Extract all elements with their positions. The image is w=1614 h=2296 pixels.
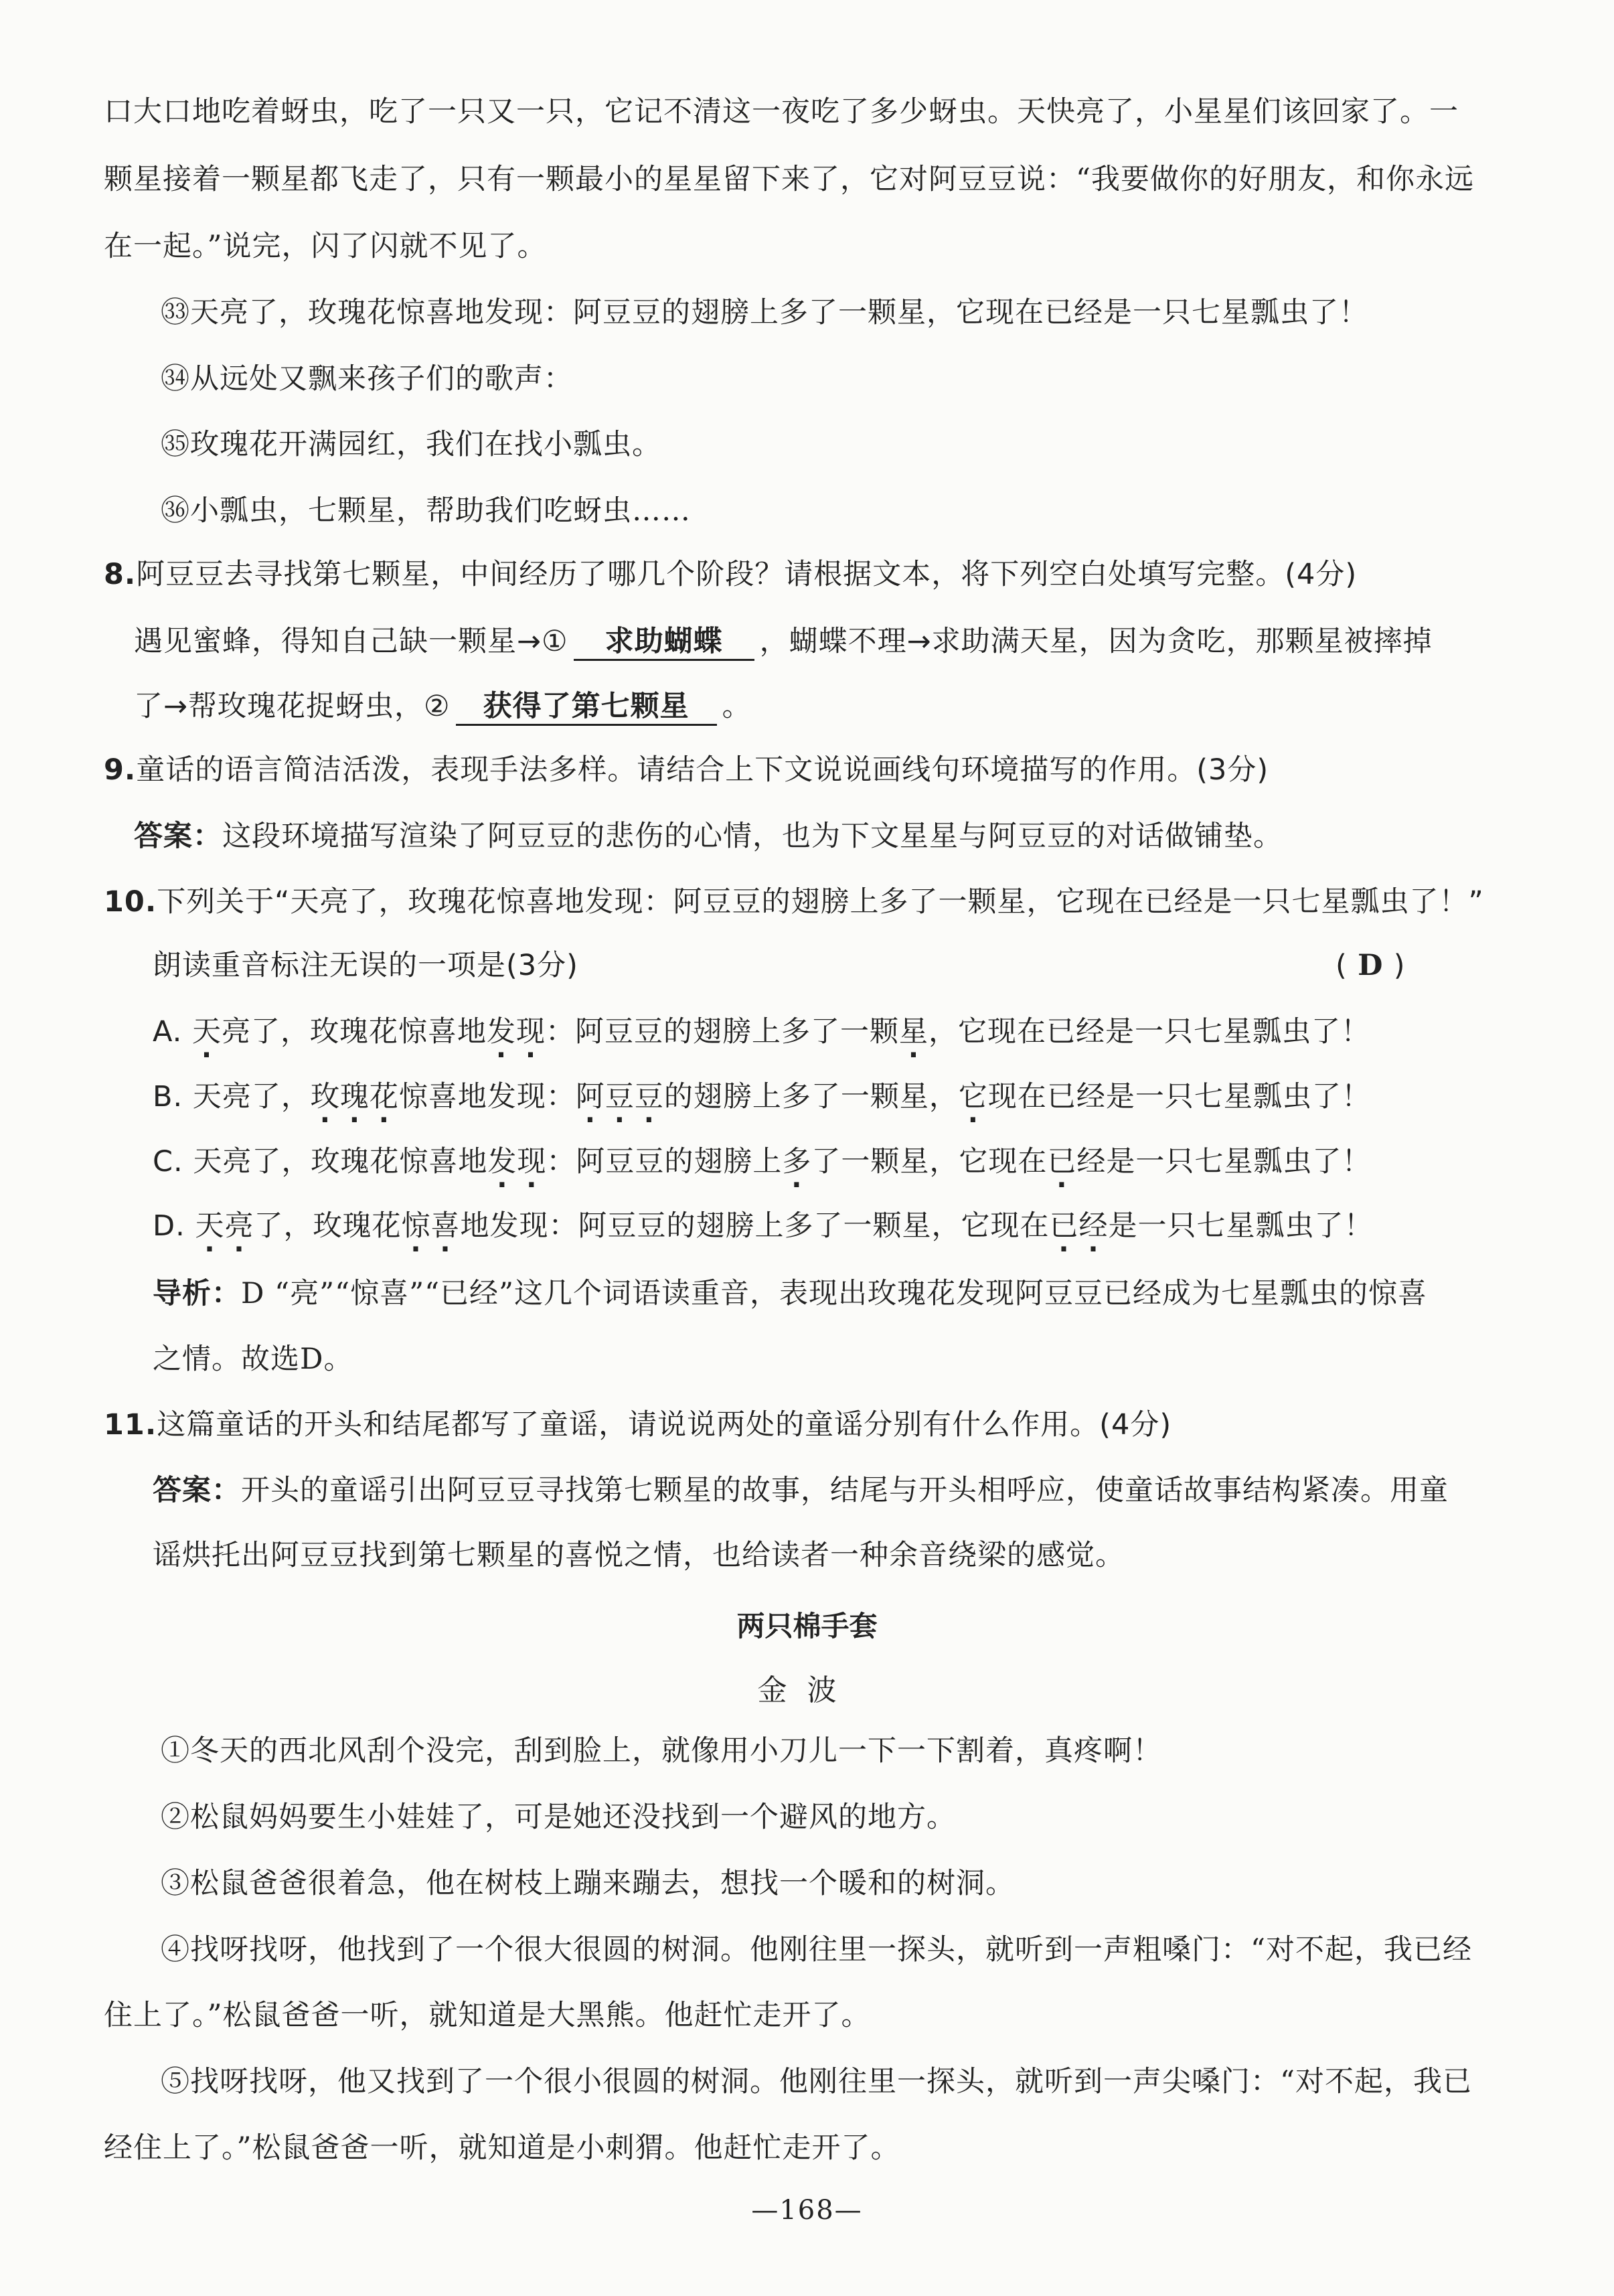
story-title: 两只棉手套 bbox=[736, 1610, 878, 1642]
option-text: 的翅膀上多了一颗星， bbox=[663, 1080, 959, 1114]
option-text: 了，玫瑰花惊喜地 bbox=[251, 1015, 487, 1049]
option-text: ，它现在已经是一只七星瓢虫了！ bbox=[929, 1015, 1370, 1049]
option-text: 是一只七星瓢虫了！ bbox=[1108, 1209, 1374, 1243]
arrow-icon: → bbox=[517, 625, 542, 658]
guide-analysis bbox=[153, 1274, 1427, 1314]
option-text: 了一颗星，它现在 bbox=[811, 1145, 1048, 1178]
option-text: ：阿豆豆的翅膀上 bbox=[546, 1145, 783, 1178]
story2-paragraph-5: ⑤找呀找呀，他又找到了一个很小很圆的树洞。他刚往里一探头，就听到一声尖嗓门：“对不起，我已 bbox=[161, 2065, 1472, 2098]
question-8-line-1 bbox=[134, 621, 1433, 662]
fill-text: 帮玫瑰花捉蚜虫， bbox=[188, 690, 424, 723]
question-number: 9. bbox=[104, 753, 137, 787]
question-8 bbox=[104, 554, 1357, 595]
guide-label: 导析： bbox=[153, 1277, 241, 1310]
question-number: 10. bbox=[104, 885, 157, 919]
option-text: 了，玫瑰花 bbox=[254, 1209, 402, 1243]
stressed-char: 天 bbox=[195, 1209, 225, 1243]
story-paragraph-33: ㉝天亮了，玫瑰花惊喜地发现：阿豆豆的翅膀上多了一颗星，它现在已经是一只七星瓢虫了！ bbox=[161, 296, 1368, 329]
option-text: 亮 bbox=[222, 1015, 251, 1049]
story2-paragraph-2: ②松鼠妈妈要生小娃娃了，可是她还没找到一个避风的地方。 bbox=[161, 1801, 956, 1834]
stressed-char: 豆 bbox=[634, 1080, 664, 1114]
question-9 bbox=[104, 750, 1269, 790]
answer-blank-1: 求助蝴蝶 bbox=[574, 624, 754, 661]
stressed-char: 已 bbox=[1047, 1145, 1077, 1178]
option-letter: D. bbox=[153, 1209, 185, 1243]
question-text: 阿豆豆去寻找第七颗星，中间经历了哪几个阶段？请根据文本，将下列空白处填写完整。(4分) bbox=[136, 558, 1358, 591]
stressed-char: 亮 bbox=[224, 1209, 254, 1243]
story-line: 颗星接着一颗星都飞走了，只有一颗最小的星星留下来了，它对阿豆豆说：“我要做你的好朋友，和你永远 bbox=[104, 163, 1474, 196]
stressed-char: 发 bbox=[487, 1145, 517, 1178]
answer-blank-2: 获得了第七颗星 bbox=[456, 689, 717, 726]
paren: ) bbox=[1393, 949, 1405, 982]
stressed-char: 玫 bbox=[310, 1080, 340, 1114]
option-a bbox=[153, 1012, 1370, 1052]
story-line: 口大口地吃着蚜虫，吃了一只又一只，它记不清这一夜吃了多少蚜虫。天快亮了，小星星们该回家了。一 bbox=[104, 95, 1459, 129]
stressed-char: 现 bbox=[516, 1015, 546, 1049]
stressed-char: 花 bbox=[369, 1080, 399, 1114]
story-paragraph-36: ㊱小瓢虫，七颗星，帮助我们吃蚜虫…… bbox=[161, 494, 691, 528]
option-text: 天亮了，玫瑰花惊喜地 bbox=[193, 1145, 488, 1178]
guide-analysis-2: 之情。故选D。 bbox=[153, 1343, 353, 1376]
stressed-char: 惊 bbox=[401, 1209, 431, 1243]
option-text: 惊喜地发现： bbox=[398, 1080, 576, 1114]
question-number: 11. bbox=[104, 1408, 157, 1442]
question-8-line-2 bbox=[134, 686, 752, 726]
story2-paragraph-4-cont: 住上了。”松鼠爸爸一听，就知道是大黑熊。他赶忙走开了。 bbox=[104, 1999, 871, 2032]
story2-paragraph-5-cont: 经住上了。”松鼠爸爸一听，就知道是小刺猬。他赶忙走开了。 bbox=[104, 2131, 900, 2165]
fill-text: 。 bbox=[722, 690, 752, 723]
story2-paragraph-1: ①冬天的西北风刮个没完，刮到脸上，就像用小刀儿一下一下割着，真疼啊！ bbox=[161, 1734, 1162, 1768]
option-text: 经是一只七星瓢虫了！ bbox=[1076, 1145, 1372, 1178]
option-text: 地发现：阿豆豆的翅膀上多了一颗星，它现在 bbox=[460, 1209, 1050, 1243]
stressed-char: 发 bbox=[487, 1015, 516, 1049]
page-number: —168— bbox=[751, 2195, 863, 2226]
answer-choice bbox=[1336, 945, 1405, 986]
arrow-icon: → bbox=[906, 625, 932, 658]
circle-number: ② bbox=[424, 690, 451, 723]
story2-paragraph-3: ③松鼠爸爸很着急，他在树枝上蹦来蹦去，想找一个暖和的树洞。 bbox=[161, 1867, 1015, 1900]
story-line: 在一起。”说完，闪了闪就不见了。 bbox=[104, 230, 547, 263]
option-text: ：阿豆豆的翅膀上多了一颗 bbox=[546, 1015, 899, 1049]
option-letter: B. bbox=[153, 1080, 183, 1114]
question-10-text-2: 朗读重音标注无误的一项是(3分) bbox=[153, 949, 578, 982]
question-10 bbox=[104, 882, 1484, 922]
stressed-char: 阿 bbox=[575, 1080, 605, 1114]
answer-text: 这段环境描写渲染了阿豆豆的悲伤的心情，也为下文星星与阿豆豆的对话做铺垫。 bbox=[222, 820, 1283, 853]
answer-text: 开头的童谣引出阿豆豆寻找第七颗星的故事，结尾与开头相呼应，使童话故事结构紧凑。用童 bbox=[241, 1474, 1449, 1507]
chosen-answer: D bbox=[1358, 949, 1383, 982]
stressed-char: 已 bbox=[1049, 1209, 1079, 1243]
stressed-char: 豆 bbox=[604, 1080, 635, 1114]
stressed-char: 现 bbox=[517, 1145, 547, 1178]
fill-text: ，蝴蝶不理 bbox=[759, 625, 907, 658]
stressed-char: 它 bbox=[958, 1080, 988, 1114]
stressed-char: 经 bbox=[1078, 1209, 1109, 1243]
option-letter: C. bbox=[153, 1145, 183, 1178]
guide-text: D “亮”“惊喜”“已经”这几个词语读重音，表现出玫瑰花发现阿豆豆已经成为七星瓢虫的惊喜 bbox=[241, 1277, 1428, 1310]
option-b bbox=[153, 1077, 1371, 1117]
paren: ( bbox=[1336, 949, 1347, 982]
question-11-answer bbox=[153, 1470, 1449, 1511]
stressed-char: 瑰 bbox=[339, 1080, 370, 1114]
question-9-answer bbox=[134, 816, 1283, 856]
story-paragraph-35: ㉟玫瑰花开满园红，我们在找小瓢虫。 bbox=[161, 428, 661, 461]
option-c bbox=[153, 1142, 1371, 1182]
story-author: 金波 bbox=[757, 1673, 857, 1707]
option-text: 天亮了， bbox=[192, 1080, 311, 1114]
fill-text: 求助满天星，因为贪吃，那颗星被摔掉 bbox=[931, 625, 1433, 658]
question-text: 下列关于“天亮了，玫瑰花惊喜地发现：阿豆豆的翅膀上多了一颗星，它现在已经是一只七星瓢虫了！” bbox=[157, 885, 1484, 919]
question-11 bbox=[104, 1405, 1172, 1445]
question-text: 这篇童话的开头和结尾都写了童谣，请说说两处的童谣分别有什么作用。(4分) bbox=[157, 1408, 1172, 1442]
arrow-icon: → bbox=[163, 690, 189, 723]
story2-paragraph-4: ④找呀找呀，他找到了一个很大很圆的树洞。他刚往里一探头，就听到一声粗嗓门：“对不起，我已经 bbox=[161, 1933, 1472, 1967]
answer-label: 答案： bbox=[153, 1474, 241, 1507]
question-number: 8. bbox=[104, 558, 137, 591]
option-text: 现在已经是一只七星瓢虫了！ bbox=[987, 1080, 1371, 1114]
stressed-char: 喜 bbox=[430, 1209, 461, 1243]
fill-text: 遇见蜜蜂，得知自己缺一颗星 bbox=[134, 625, 517, 658]
option-d bbox=[153, 1206, 1373, 1246]
stressed-char: 星 bbox=[899, 1015, 929, 1049]
story-paragraph-34: ㉞从远处又飘来孩子们的歌声： bbox=[161, 362, 573, 396]
fill-text: 了 bbox=[134, 690, 163, 723]
circle-number: ① bbox=[542, 625, 568, 658]
question-text: 童话的语言简洁活泼，表现手法多样。请结合上下文说说画线句环境描写的作用。(3分) bbox=[136, 753, 1269, 787]
stressed-char: 天 bbox=[192, 1015, 222, 1049]
answer-label: 答案： bbox=[134, 820, 222, 853]
option-letter: A. bbox=[153, 1015, 183, 1049]
stressed-char: 多 bbox=[782, 1145, 812, 1178]
question-11-answer-2: 谣烘托出阿豆豆找到第七颗星的喜悦之情，也给读者一种余音绕梁的感觉。 bbox=[153, 1539, 1125, 1572]
